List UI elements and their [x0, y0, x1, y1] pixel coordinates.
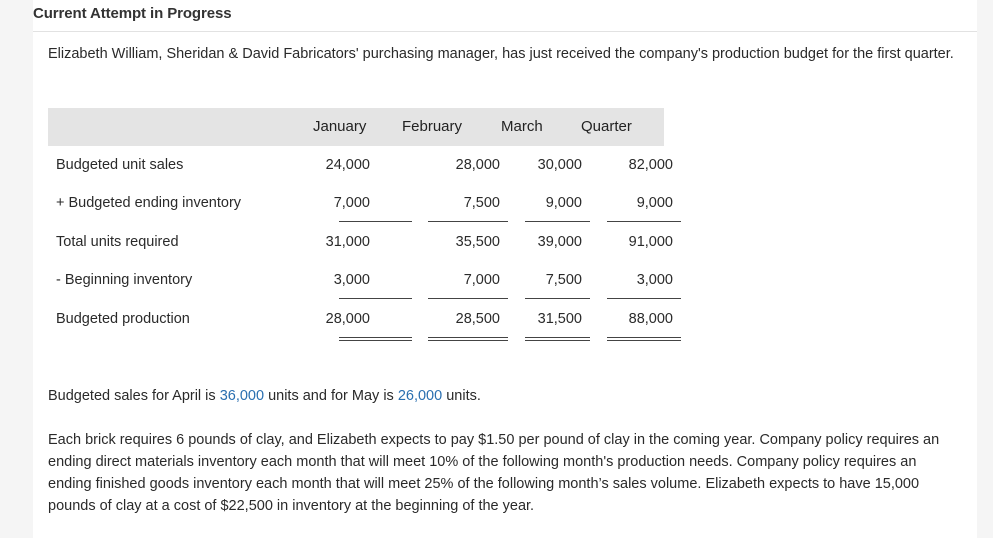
subtotal-rule-january	[339, 221, 412, 222]
subtotal-rule-quarter	[607, 221, 681, 222]
may-sales-value: 26,000	[397, 388, 443, 404]
cell-total-units-quarter: 91,000	[628, 234, 673, 250]
subtotal-rule-march	[525, 221, 590, 222]
column-header-march: March	[501, 118, 543, 135]
attempt-status-title: Current Attempt in Progress	[33, 5, 232, 22]
april-sales-value: 36,000	[219, 388, 265, 404]
cell-unit-sales-march: 30,000	[537, 157, 582, 173]
row-label-budgeted-unit-sales: Budgeted unit sales	[56, 157, 184, 173]
cell-total-units-january: 31,000	[325, 234, 370, 250]
row-label-beginning-inventory: - Beginning inventory	[56, 272, 193, 288]
cell-production-february: 28,500	[455, 311, 500, 327]
attempt-header	[33, 0, 977, 32]
row-label-total-units-required: Total units required	[56, 234, 179, 250]
intro-paragraph: Elizabeth William, Sheridan & David Fabricators' purchasing manager, has just received the company's production budget for the first quarter.	[48, 46, 954, 62]
question-card	[33, 0, 977, 538]
cell-production-quarter: 88,000	[628, 311, 673, 327]
column-header-february: February	[402, 118, 463, 135]
total-double-rule-quarter	[607, 337, 681, 341]
sales-note-text-3: units.	[442, 388, 481, 404]
table-header-row	[48, 108, 664, 146]
production-rule-january	[339, 298, 412, 299]
sales-note-paragraph	[48, 385, 953, 407]
cell-total-units-march: 39,000	[537, 234, 582, 250]
cell-unit-sales-january: 24,000	[325, 157, 370, 173]
cell-production-january: 28,000	[325, 311, 370, 327]
cell-ending-inventory-february: 7,500	[463, 195, 500, 211]
total-double-rule-january	[339, 337, 412, 341]
column-header-quarter: Quarter	[581, 118, 632, 135]
production-rule-march	[525, 298, 590, 299]
cell-unit-sales-february: 28,000	[455, 157, 500, 173]
cell-beginning-inventory-february: 7,000	[463, 272, 500, 288]
row-label-budgeted-ending-inventory: + Budgeted ending inventory	[56, 195, 242, 211]
production-budget-table	[48, 108, 673, 348]
cell-unit-sales-quarter: 82,000	[628, 157, 673, 173]
cell-ending-inventory-quarter: 9,000	[636, 195, 673, 211]
row-label-budgeted-production: Budgeted production	[56, 311, 190, 327]
subtotal-rule-february	[428, 221, 508, 222]
production-rule-quarter	[607, 298, 681, 299]
column-header-january: January	[313, 118, 367, 135]
cell-beginning-inventory-january: 3,000	[333, 272, 370, 288]
total-double-rule-march	[525, 337, 590, 341]
sales-note-text-1: Budgeted sales for April is	[48, 388, 220, 404]
sales-note-text-2: units and for May is	[264, 388, 398, 404]
cell-total-units-february: 35,500	[455, 234, 500, 250]
cell-production-march: 31,500	[537, 311, 582, 327]
cell-ending-inventory-march: 9,000	[545, 195, 582, 211]
cell-beginning-inventory-march: 7,500	[545, 272, 582, 288]
total-double-rule-february	[428, 337, 508, 341]
production-rule-february	[428, 298, 508, 299]
policy-paragraph: Each brick requires 6 pounds of clay, and Elizabeth expects to pay $1.50 per pound of clay in the coming year. Company policy requires an ending direct materials inventory each month that will meet 10% of the following month's production needs. Company policy requires an ending finished goods inventory each month that will meet 25% of the following month’s sales volume. Elizabeth expects to have 15,000 pounds of clay at a cost of $22,500 in inventory at the beginning of the year.	[48, 432, 940, 514]
cell-ending-inventory-january: 7,000	[333, 195, 370, 211]
cell-beginning-inventory-quarter: 3,000	[636, 272, 673, 288]
